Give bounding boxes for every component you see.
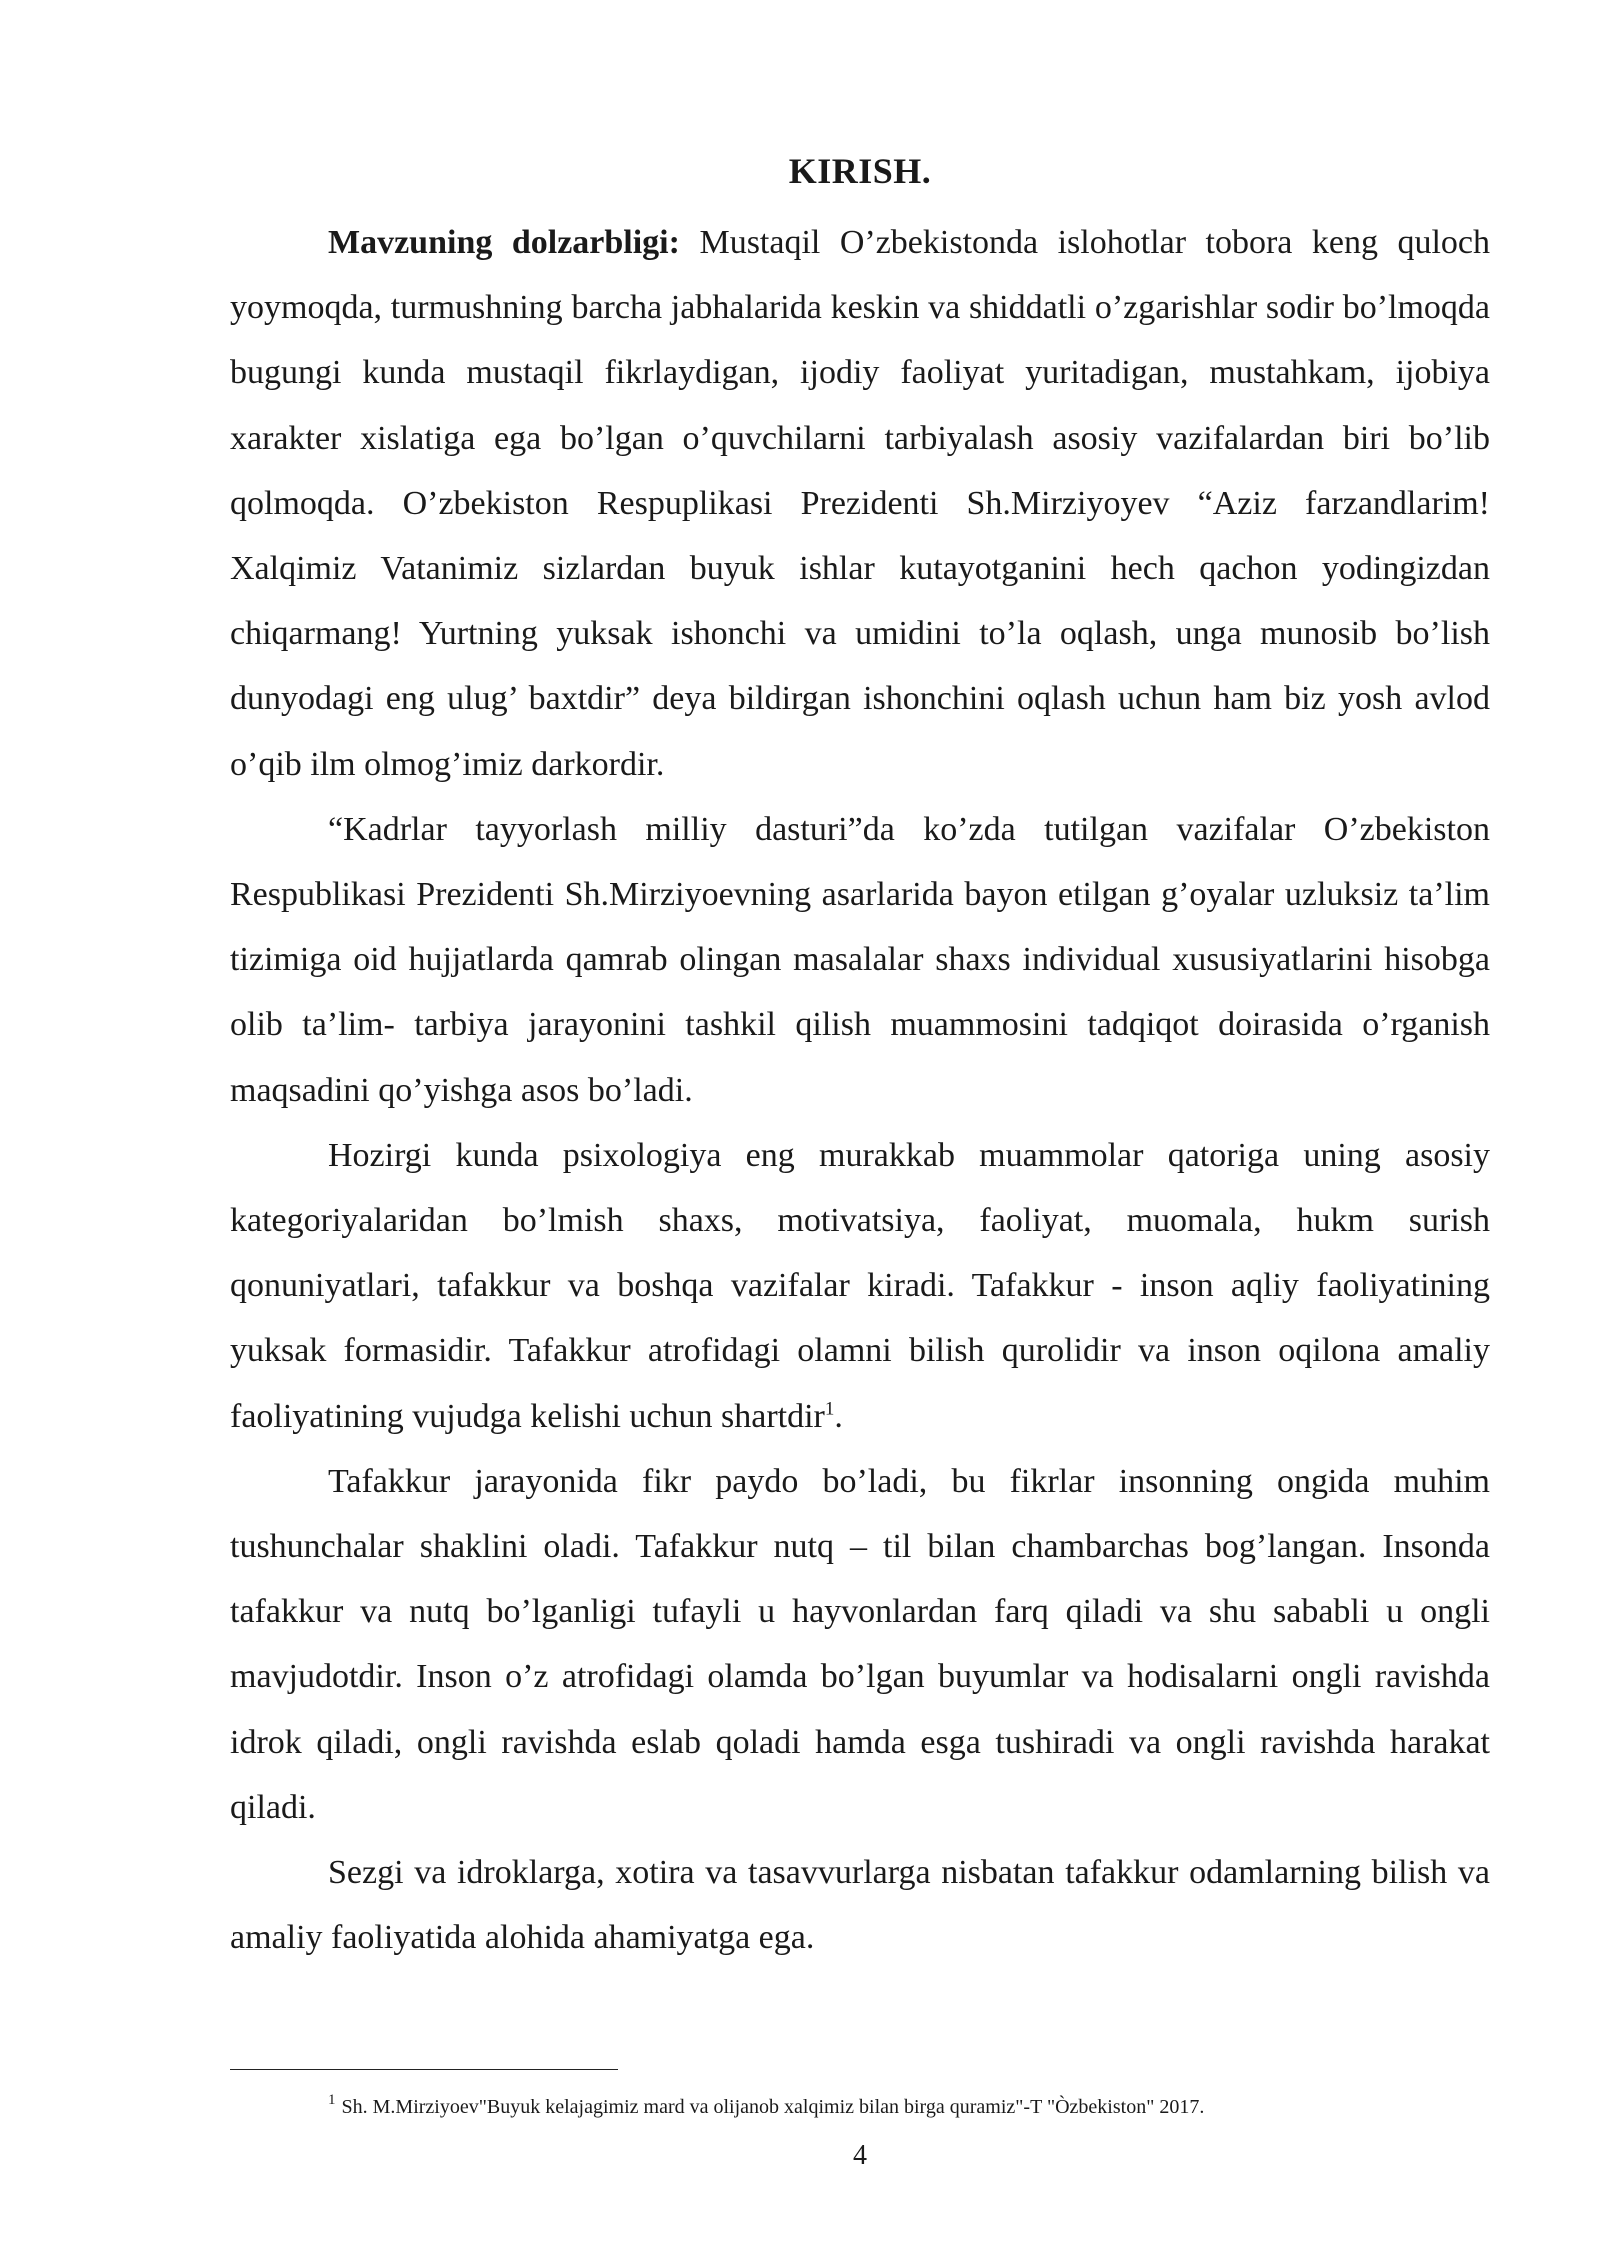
footnote — [328, 2086, 1204, 2121]
footnote-text: Sh. M.Mirziyoev"Buyuk kelajagimiz mard va olijanob xalqimiz bilan birga quramiz"-T "Òzbekiston" 2017. — [341, 2096, 1205, 2118]
paragraph-4 — [230, 1449, 1490, 1840]
paragraph-text: Mustaqil O’zbekistonda islohotlar tobora keng quloch yoymoqda, turmushning barcha jabhalarida keskin va shiddatli o’zgarishlar sodir bo’lmoqda bugungi kunda mustaqil fikrlaydigan, ijodiy faoliyat yuritadigan, mustahkam, ijobiya xarakter xislatiga ega bo’lgan o’quvchilarni tarbiyalash asosiy vazifalardan biri bo’lib qolmoqda. O’zbekiston Respuplikasi Prezidenti Sh.Mirziyoyev “Aziz farzandlarim! Xalqimiz Vatanimiz sizlardan buyuk ishlar kutayotganini hech qachon yodingizdan chiqarmang! Yurtning yuksak ishonchi va umidini to’la oqlash, unga munosib bo’lish dunyodagi eng ulug’ baxtdir” deya bildirgan ishonchini oqlash uchun ham biz yosh avlod o’qib ilm olmog’imiz darkordir. — [230, 224, 1490, 783]
paragraph-3 — [230, 1123, 1490, 1449]
footnote-marker: 1 — [328, 2092, 336, 2108]
paragraph-text: Sezgi va idroklarga, xotira va tasavvurlarga nisbatan tafakkur odamlarning bilish va amaliy faoliyatida alohida ahamiyatga ega. — [230, 1854, 1490, 1957]
paragraph-lead: Mavzuning dolzarbligi: — [328, 224, 680, 261]
paragraph-text: Hozirgi kunda psixologiya eng murakkab muammolar qatoriga uning asosiy kategoriyalaridan bo’lmish shaxs, motivatsiya, faoliyat, muomala, hukm surish qonuniyatlari, tafakkur va boshqa vazifalar kiradi. Tafakkur - inson aqliy faoliyatining yuksak formasidir. Tafakkur atrofidagi olamni bilish qurolidir va inson oqilona amaliy faoliyatining vujudga kelishi uchun shartdir — [230, 1136, 1490, 1435]
page-number: 4 — [853, 2140, 867, 2171]
paragraph-tail: . — [834, 1397, 843, 1435]
paragraph-1 — [230, 210, 1490, 797]
paragraph-text: Tafakkur jarayonida fikr paydo bo’ladi, bu fikrlar insonning ongida muhim tushunchalar shaklini oladi. Tafakkur nutq – til bilan chambarchas bog’langan. Insonda tafakkur va nutq bo’lganligi tufayli u hayvonlardan farq qiladi va shu sababli u ongli mavjudotdir. Inson o’z atrofidagi olamda bo’lgan buyumlar va hodisalarni ongli ravishda idrok qiladi, ongli ravishda eslab qoladi hamda esga tushiradi va ongli ravishda harakat qiladi. — [230, 1462, 1490, 1826]
footnote-reference[interactable]: 1 — [824, 1398, 835, 1420]
body-text — [230, 210, 1490, 1970]
paragraph-2 — [230, 797, 1490, 1123]
paragraph-text: “Kadrlar tayyorlash milliy dasturi”da ko’zda tutilgan vazifalar O’zbekiston Respublikasi Prezidenti Sh.Mirziyoevning asarlarida bayon etilgan g’oyalar uzluksiz ta’lim tizimiga oid hujjatlarda qamrab olingan masalalar shaxs individual xususiyatlarini hisobga olib ta’lim- tarbiya jarayonini tashkil qilish muammosini tadqiqot doirasida o’rganish maqsadini qo’yishga asos bo’ladi. — [230, 810, 1490, 1109]
footnote-separator — [230, 2069, 618, 2070]
page-title: KIRISH. — [788, 151, 932, 191]
paragraph-5 — [230, 1840, 1490, 1970]
